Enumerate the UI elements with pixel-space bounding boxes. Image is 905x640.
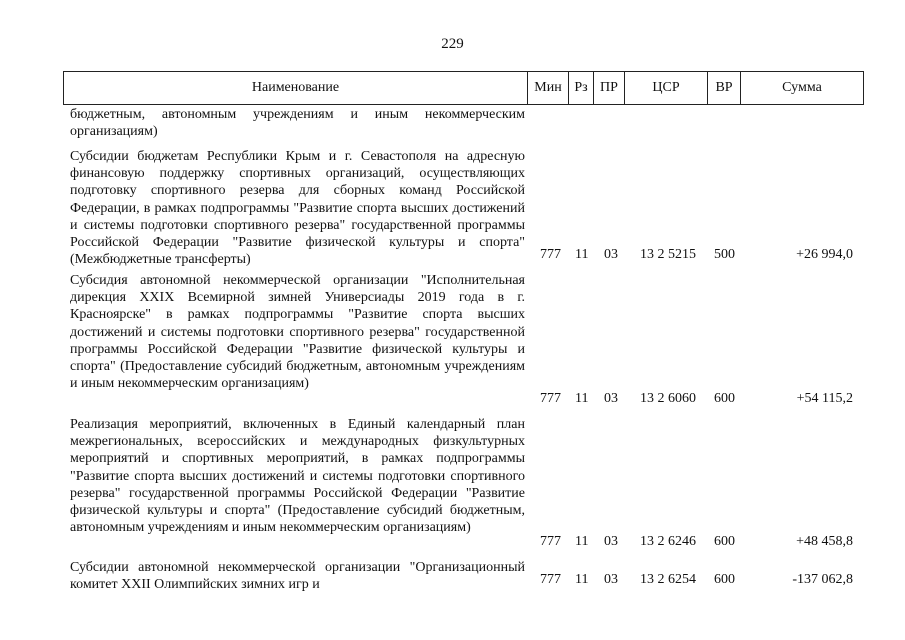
row-sum: +26 994,0 [796, 247, 853, 262]
row-sum: +48 458,8 [796, 534, 853, 549]
row-pr: 03 [604, 391, 618, 406]
row-min: 777 [540, 247, 561, 262]
row-rz: 11 [575, 572, 589, 587]
row-pr: 03 [604, 572, 618, 587]
row-vr: 600 [714, 572, 735, 587]
row-name: Субсидия автономной некоммерческой организации "Исполнительная дирекция XXIX Всемирной зимней Универсиады 2019 года в г. Красноярске" в рамках подпрограммы "Развитие спорта высших достижений и системы подготовки спортивного резерва" государственной программы Российской Федерации "Развитие физической культуры и спорта" (Предоставление субсидий бюджетным, автономным учреждениям и иным некоммерческим организациям) [70, 273, 525, 392]
row-min: 777 [540, 572, 561, 587]
table-header [63, 71, 864, 105]
row-csr: 13 2 5215 [640, 247, 696, 262]
row-name: Субсидии автономной некоммерческой организации "Организационный комитет XXII Олимпийских зимних игр и [70, 560, 525, 593]
row-csr: 13 2 6060 [640, 391, 696, 406]
row-vr: 600 [714, 391, 735, 406]
row-min: 777 [540, 391, 561, 406]
row-name: бюджетным, автономным учреждениям и иным некоммерческим организациям) [70, 107, 525, 140]
row-csr: 13 2 6246 [640, 534, 696, 549]
header-sum: Сумма [740, 72, 863, 104]
header-min: Мин [527, 72, 568, 104]
header-pr: ПР [593, 72, 624, 104]
header-rz: Рз [568, 72, 593, 104]
page-number: 229 [441, 36, 464, 52]
header-csr: ЦСР [624, 72, 707, 104]
row-pr: 03 [604, 534, 618, 549]
row-vr: 500 [714, 247, 735, 262]
row-min: 777 [540, 534, 561, 549]
row-rz: 11 [575, 247, 589, 262]
row-rz: 11 [575, 534, 589, 549]
row-csr: 13 2 6254 [640, 572, 696, 587]
row-sum: +54 115,2 [796, 391, 853, 406]
row-name: Субсидии бюджетам Республики Крым и г. Севастополя на адресную финансовую поддержку спортивных организаций, осуществляющих подготовку спортивного резерва для сборных команд Российской Федерации, в рамках подпрограммы "Развитие спорта высших достижений и системы подготовки спортивного резерва" государственной программы Российской Федерации "Развитие физической культуры и спорта" (Межбюджетные трансферты) [70, 149, 525, 268]
row-name: Реализация мероприятий, включенных в Единый календарный план межрегиональных, всероссийских и международных физкультурных мероприятий и спортивных мероприятий, в рамках подпрограммы "Развитие спорта высших достижений и системы подготовки спортивного резерва" государственной программы Российской Федерации "Развитие физической культуры и спорта" (Предоставление субсидий бюджетным, автономным учреждениям и иным некоммерческим организациям) [70, 417, 525, 536]
row-pr: 03 [604, 247, 618, 262]
row-sum: -137 062,8 [792, 572, 853, 587]
header-name: Наименование [251, 80, 340, 95]
row-rz: 11 [575, 391, 589, 406]
header-vr: ВР [707, 72, 740, 104]
row-vr: 600 [714, 534, 735, 549]
